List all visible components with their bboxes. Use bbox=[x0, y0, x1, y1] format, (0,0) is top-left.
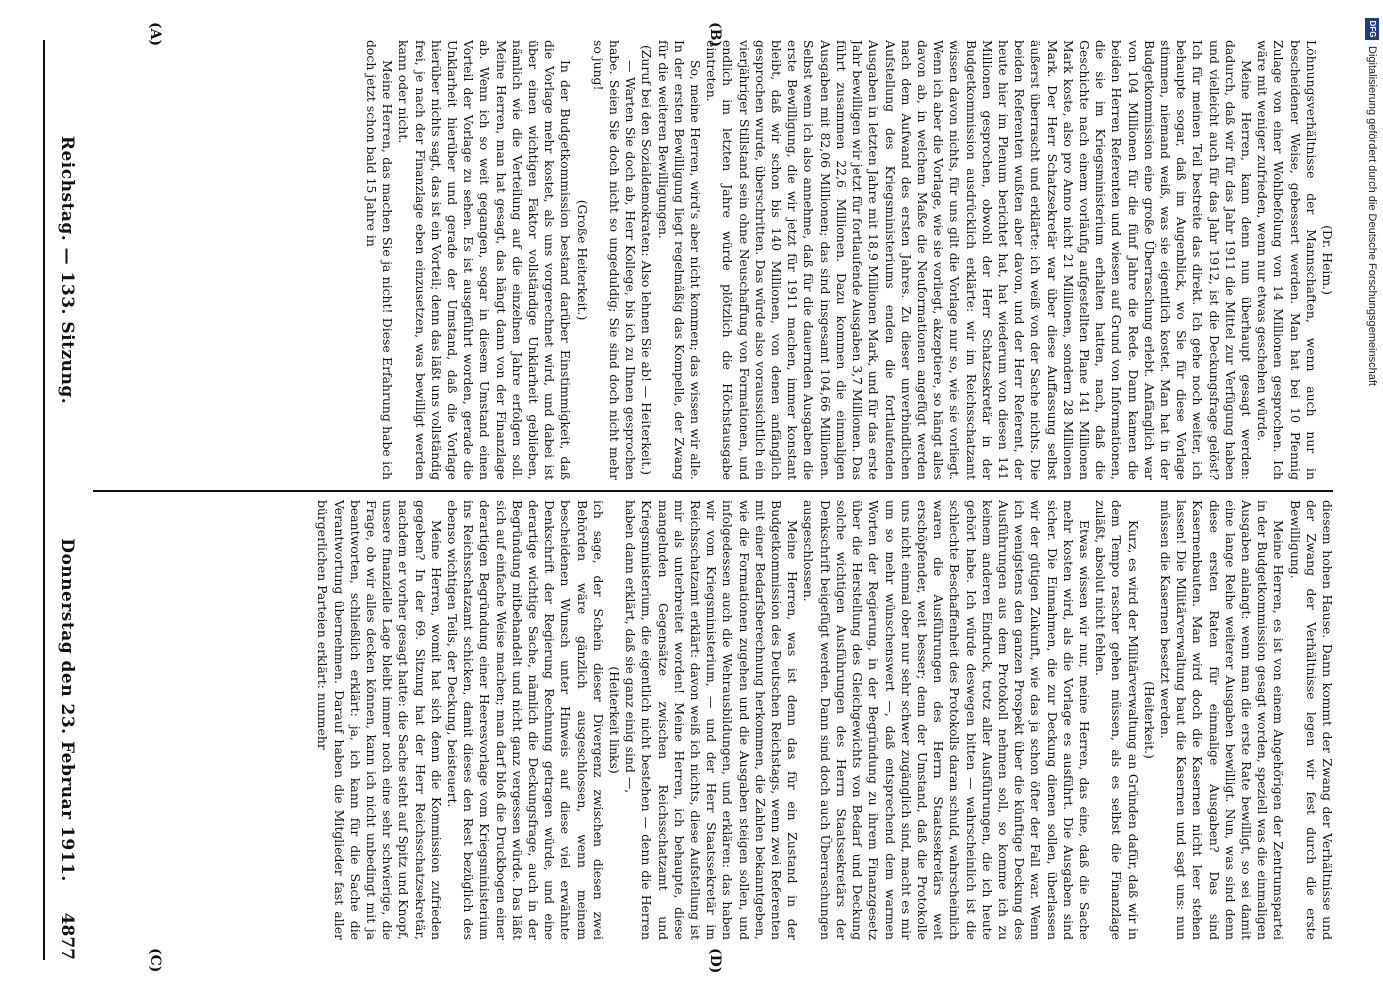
paragraph: Kurz, es wird der Militärverwaltung an Gründen dafür, daß wir in dem Tempo rascher gehen müssen, als es selbst die Finanzlage zuläßt, absolut nicht fehlen. bbox=[1093, 500, 1141, 940]
paragraph: diesem hohen Hause. Dann kommt der Zwang der Verhältnisse und der Zwang der Verhältnisse legen wir fest durch die erste Bewilligung. bbox=[1287, 500, 1335, 940]
margin-mark-a: (A) bbox=[147, 22, 163, 47]
left-text-column bbox=[95, 40, 1335, 480]
paragraph: Meine Herren, das machen Sie ja nicht! Diese Erfahrung habe ich doch jetzt schon bald 15 Jahre in bbox=[364, 40, 396, 480]
paragraph: Meine Herren, womit hat sich denn die Kommission zufrieden gegeben? In der 69. Sitzung hat der Herr Reichsschatzsekretär, nachdem er vorher gesagt hatte: die Sache steht auf Spitz und Knopf, unsere finanzielle Lage bleibt immer noch eine sehr schwierige, die Frage, ob wir alles decken können, kann ich nicht unbedingt mit ja beantworten, schließlich erklärt: ja, ich kann für die Sache die Verantwortung übernehmen. Darauf haben die Mitglieder fast aller bürgerlichen Parteien erklärt: nunmehr bbox=[315, 500, 444, 940]
paragraph: Meine Herren, es ist von einem Angehörigen der Zentrumspartei in der Budgetkommission gesagt worden, speziell was die einmaligen Ausgaben anlangt: wenn man die erste Rate bewilligt, so sei damit eine lange Reihe weiterer Ausgaben bewilligt. Nun, was sind denn diese ersten Raten für einmalige Ausgaben? Das sind Kasernenbauten. Man wird doch die Kasernen nicht leer stehen lassen! Die Militärverwaltung baut die Kasernen und sagt uns: nun müssen die Kasernen besetzt werden. bbox=[1157, 500, 1287, 940]
speaker-name: (Dr. Heim.) bbox=[1320, 225, 1335, 295]
digitization-note: Digitalisierung gefördert durch die Deutsche Forschungsgemeinschaft bbox=[1366, 46, 1378, 386]
page-header bbox=[43, 40, 85, 960]
paragraph: — Warten Sie doch ab, Herr Kollege, bis ich zu Ihnen gesprochen habe. Seien Sie doch nicht so ungeduldig; Sie sind doch nicht mehr so jung! bbox=[590, 40, 639, 480]
digitization-credit bbox=[1361, 0, 1383, 1000]
paragraph: So, meine Herren, wird's aber nicht kommen; das wissen wir alle. In der ersten Bewilligung liegt regelmäßig das Kompelle, der Zwang für die weiteren Bewilligungen. bbox=[655, 40, 704, 480]
interjection: (Zuruf bei den Sozialdemokraten: Also lehnen Sie ab! — Heiterkeit.) bbox=[639, 44, 655, 476]
margin-mark-c: (C) bbox=[147, 948, 163, 973]
dfg-logo: DFG bbox=[1365, 18, 1379, 40]
paragraph: Löhnungsverhältnisse der Mannschaften, wenn auch nur in bescheidener Weise, gebessert werden. Man hat bei 10 Pfennig Zulage von einer Wohlbefolung von 14 Millionen gesprochen. Ich wäre mit weniger zufrieden, wenn nur etwas geschehen würde. bbox=[1255, 40, 1319, 480]
header-session-title: Reichstag. — 133. Sitzung. bbox=[57, 135, 77, 405]
interjection: (Große Heiterkeit.) bbox=[574, 199, 590, 321]
interjection: (Heiterkeit.) bbox=[1141, 681, 1157, 759]
paragraph: In der Budgetkommission bestand darüber Einstimmigkeit, daß die Vorlage mehr kostet, als uns vorgerechnet wird, und dabei ist über einen wichtigen Faktor vollständige Unklarheit geblieben, nämlich wie die Verteilung auf die einzelnen Jahre erfolgen soll. Meine Herren, man hat gesagt, das hängt dann von der Finanzlage ab. Wenn ich so weit gegangen, sogar in diesem Umstand einen Vorteil der Vorlage zu sehen. Es ist ausgeführt worden, gerade die Unklarheit hierüber und gerade der Umstand, daß die Vorlage hierüber nichts sagt, das ist ein Vorteil; denn das läßt uns vollständig frei, je nach der Finanzlage eben einzusetzen, was bewilligt werden kann oder nicht. bbox=[396, 40, 574, 480]
paragraph: Etwas wissen wir nur, meine Herren, das eine, daß die Sache mehr kosten wird, als die Vorlage es ausführt. Die Ausgaben sind sicher. Die Einnahmen, die zur Deckung dienen sollen, überlassen wir der gütigen Zukunft, wie das ja schon öfter der Fall war. Wenn ich wenigstens den ganzen Prospekt über die künftige Deckung des Ausführungen aus dem Protokoll nehmen soll, so komme ich zu keinem anderen Eindruck, trotz aller Ausführungen, die ich heute gehört habe. Ich würde deswegen bitten — wahrscheinlich ist die schlechte Beschaffenheit des Protokolls daran schuld, wahrscheinlich waren die Ausführungen des Herrn Staatssekretärs weit erschöpfender, weit besser; denn der Umstand, daß die Protokolle uns nicht einmal ober nur sehr schwer zugänglich sind, macht es mir um so mehr wünschenswert —, daß entsprechend dem warmen Worten der Regierung, in der Begründung zu ihrem Finanzgesetz über die Herstellung des Gleichgewichts von Bedarf und Deckung solche wichtigen Ausführungen des Herrn Staatssekretärs der Denkschrift beigefügt werden. Dann sind doch auch Überraschungen ausgeschlossen. bbox=[801, 500, 1092, 940]
margin-mark-d: (D) bbox=[707, 948, 723, 974]
interjection: (Heiterkeit links) bbox=[607, 666, 623, 774]
page-number: 4877 bbox=[57, 912, 77, 960]
paragraph: Meine Herren, kann denn nun überhaupt gesagt werden: dadurch, daß wir für das Jahr 1911 die Mittel zur Verfügung haben und vielleicht auch für das Jahr 1912, ist die Deckungsfrage gelöst? Ich für meinen Teil bestreite das direkt. Ich gehe noch weiter, ich behaupte sogar, daß im Augenblick, wo Sie für diese Vorlage stimmen, niemand weiß, was sie eigentlich kostet. Man hat in der Budgetkommission eine große Überraschung erlebt. Anfänglich war von 104 Millionen für die fünf Jahre die Rede. Dann kamen die beiden Herren Referenten und wiesen auf Grund von Informationen, die sie im Kriegsministerium erhalten hatten, nach, daß die Geschichte nach einem vorläufig aufgestellten Plane 141 Millionen Mark koste, also pro Anno nicht 21 Millionen, sondern 28 Millionen Mark. Der Herr Schatzsekretär war über diese Auffassung selbst äußerst überrascht und erklärte: ich weiß von der Sache nichts. Die beiden Referenten wußten aber davon, und der Herr Referent, der heute hier im Plenum berichtet hat, hat wiederum von diesen 141 Millionen gesprochen, obwohl der Herr Schatzsekretär in der Budgetkommission ausdrücklich erklärte: wir im Reichsschatzamt wissen davon nichts, für uns gilt die Vorlage nur so, wie sie vorliegt. Wenn ich aber die Vorlage, wie sie vorliegt, akzeptiere, so hängt alles davon ab, in welchem Maße die Neuformationen angefügt werden nach dem Aufwand des ersten Jahres. Zu dieser unverbindlichen Aufstellung des Kriegsministeriums enden die fortlaufenden Ausgaben in letzten Jahre mit 18,9 Millionen Mark, und für das erste Jahr bewilligen wir jetzt für fortlaufende Ausgaben 3,7 Millionen. Das führt zusammen 22,6 Millionen. Dazu kommen die einmaligen Ausgaben mit 82,06 Millionen; das sind insgesamt 104,66 Millionen. Selbst wenn ich also annehme, daß für die dauernden Ausgaben die erste Bewilligung, die wir jetzt für 1911 machen, immer konstant bleibt, daß wir schon bis 140 Millionen, von denen anfänglich gesprochen wurde, überschritten. Das würde also voraussichtlich ein vierjähriger Stillstand sein ohne Neuschaffung von Formationen, und endlich im letzten Jahre würde plötzlich die Höchstausgabe eintreten. bbox=[704, 40, 1254, 480]
column-divider bbox=[93, 490, 1333, 492]
right-text-column bbox=[95, 500, 1335, 940]
paragraph: ich sage, der Schein dieser Divergenz zwischen diesen zwei Behörden wäre gänzlich ausgeschlossen, wenn meinem bescheidenen Wunsch unter Hinweis auf diese viel erwähnte Denkschrift der Regierung Rechnung getragen würde, und eine derartige wichtige Sache, nämlich die Deckungsfrage, auch in der Begründung mitbehandelt und nicht ganz vergessen würde. Das läßt sich auf einfache Weise machen; man darf bloß die Druckbogen einer derartigen Begründung einer Heeresvorlage vom Kriegsministerium ins Reichsschatzamt schicken, damit dieses den Rest bezüglich des ebenso wichtigen Teils, der Deckung, beisteuert. bbox=[445, 500, 606, 940]
paragraph: Meine Herren, was ist denn das für ein Zustand in der Budgetkommission des Deutschen Reichstags, wenn zwei Referenten mit einer Bedarfsberechnung herkommen, die Zahlen bekanntgeben, wie die Formationen zugehen und die Ausgaben steigen sollen, und infolgedessen auch die Wehrausbildungen, und erklären: das haben wir vom Kriegsministerium, — und der Herr Staatssekretär im Reichsschatzamt erklärt: davon weiß ich nichts, diese Aufstellung ist mir als unterbreitet worden! Meine Herren, ich behaupte, diese mangelnden Gegensätze zwischen Reichsschatzamt und Kriegsministerium, die eigentlich nicht bestehen — denn die Herren haben dann erklärt, daß sie ganz einig sind —, bbox=[623, 500, 801, 940]
header-date: Donnerstag den 23. Februar 1911. bbox=[57, 538, 77, 882]
margin-mark-b: (B) bbox=[707, 22, 723, 48]
